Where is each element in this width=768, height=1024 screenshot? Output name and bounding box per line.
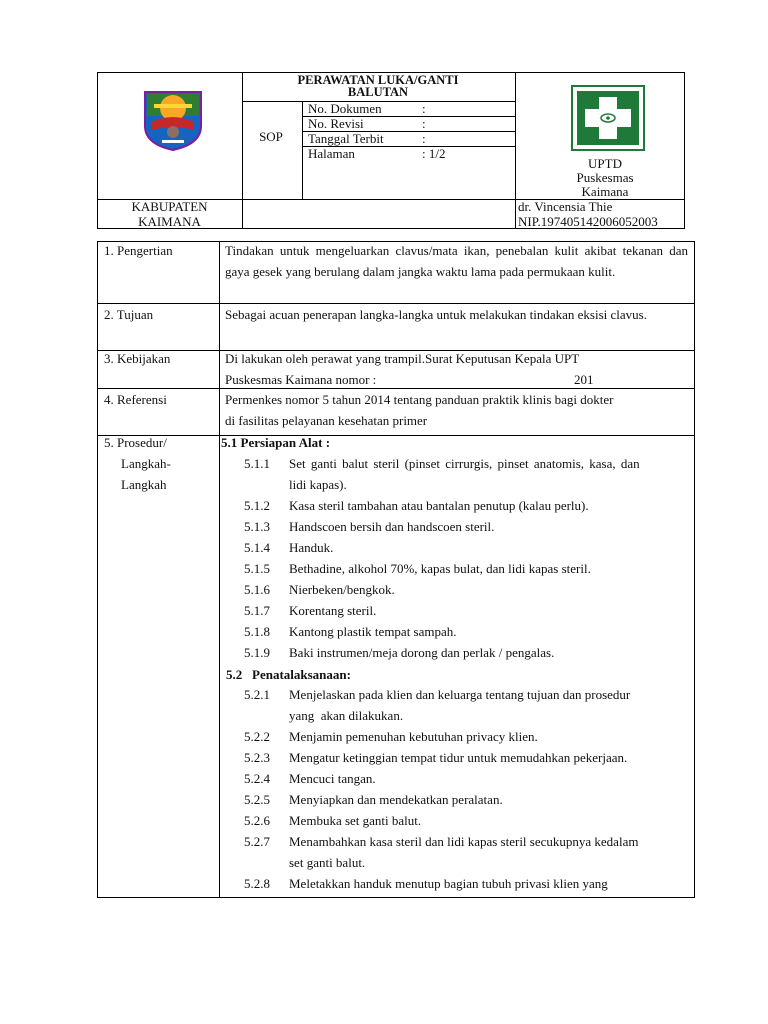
field-no-dokumen: No. Dokumen : — [308, 101, 426, 116]
doctor-signature-block: dr. Vincensia Thie NIP.197405142006052003 — [518, 199, 658, 229]
uptd-label: UPTD Puskesmas Kaimana — [576, 156, 634, 199]
persiapan-heading: 5.1 Persiapan Alat : — [221, 435, 331, 450]
referensi-label: 4. Referensi — [104, 392, 167, 407]
penatalaksanaan-heading: 5.2 Penatalaksanaan: — [226, 667, 351, 682]
kebijakan-label: 3. Kebijakan — [104, 351, 171, 366]
field-no-revisi: No. Revisi : — [308, 116, 426, 131]
prosedur-label-2: Langkah- — [121, 456, 171, 471]
referensi-line-1: Permenkes nomor 5 tahun 2014 tentang panduan praktik klinis bagi dokter — [225, 392, 614, 407]
prosedur-label-1: 5. Prosedur/ — [104, 435, 167, 450]
field-halaman: Halaman : 1/2 — [308, 146, 446, 161]
kabupaten-label: KABUPATEN KAIMANA — [131, 199, 208, 229]
kaimana-emblem-logo — [140, 86, 206, 152]
kebijakan-line-2: Puskesmas Kaimana nomor : — [225, 372, 377, 387]
puskesmas-cross-logo — [571, 85, 645, 151]
referensi-line-2: di fasilitas pelayanan kesehatan primer — [225, 413, 428, 428]
field-tanggal-terbit: Tanggal Terbit : — [308, 131, 426, 146]
kebijakan-line-1: Di lakukan oleh perawat yang trampil.Surat Keputusan Kepala UPT — [225, 351, 580, 366]
kebijakan-year: 201 — [574, 372, 594, 387]
tujuan-text: Sebagai acuan penerapan langka-langka untuk melakukan tindakan eksisi clavus. — [225, 307, 647, 322]
tujuan-label: 2. Tujuan — [104, 307, 154, 322]
pengertian-label: 1. Pengertian — [104, 243, 173, 258]
document-title: PERAWATAN LUKA/GANTI BALUTAN — [297, 73, 459, 99]
sop-label: SOP — [259, 129, 283, 144]
prosedur-label-3: Langkah — [121, 477, 167, 492]
pengertian-text: Tindakan untuk mengeluarkan clavus/mata ikan, penebalan kulit akibat tekanan dan gaya gesek yang berulang dalam jangka waktu lama pada permukaan kulit. — [225, 243, 688, 279]
